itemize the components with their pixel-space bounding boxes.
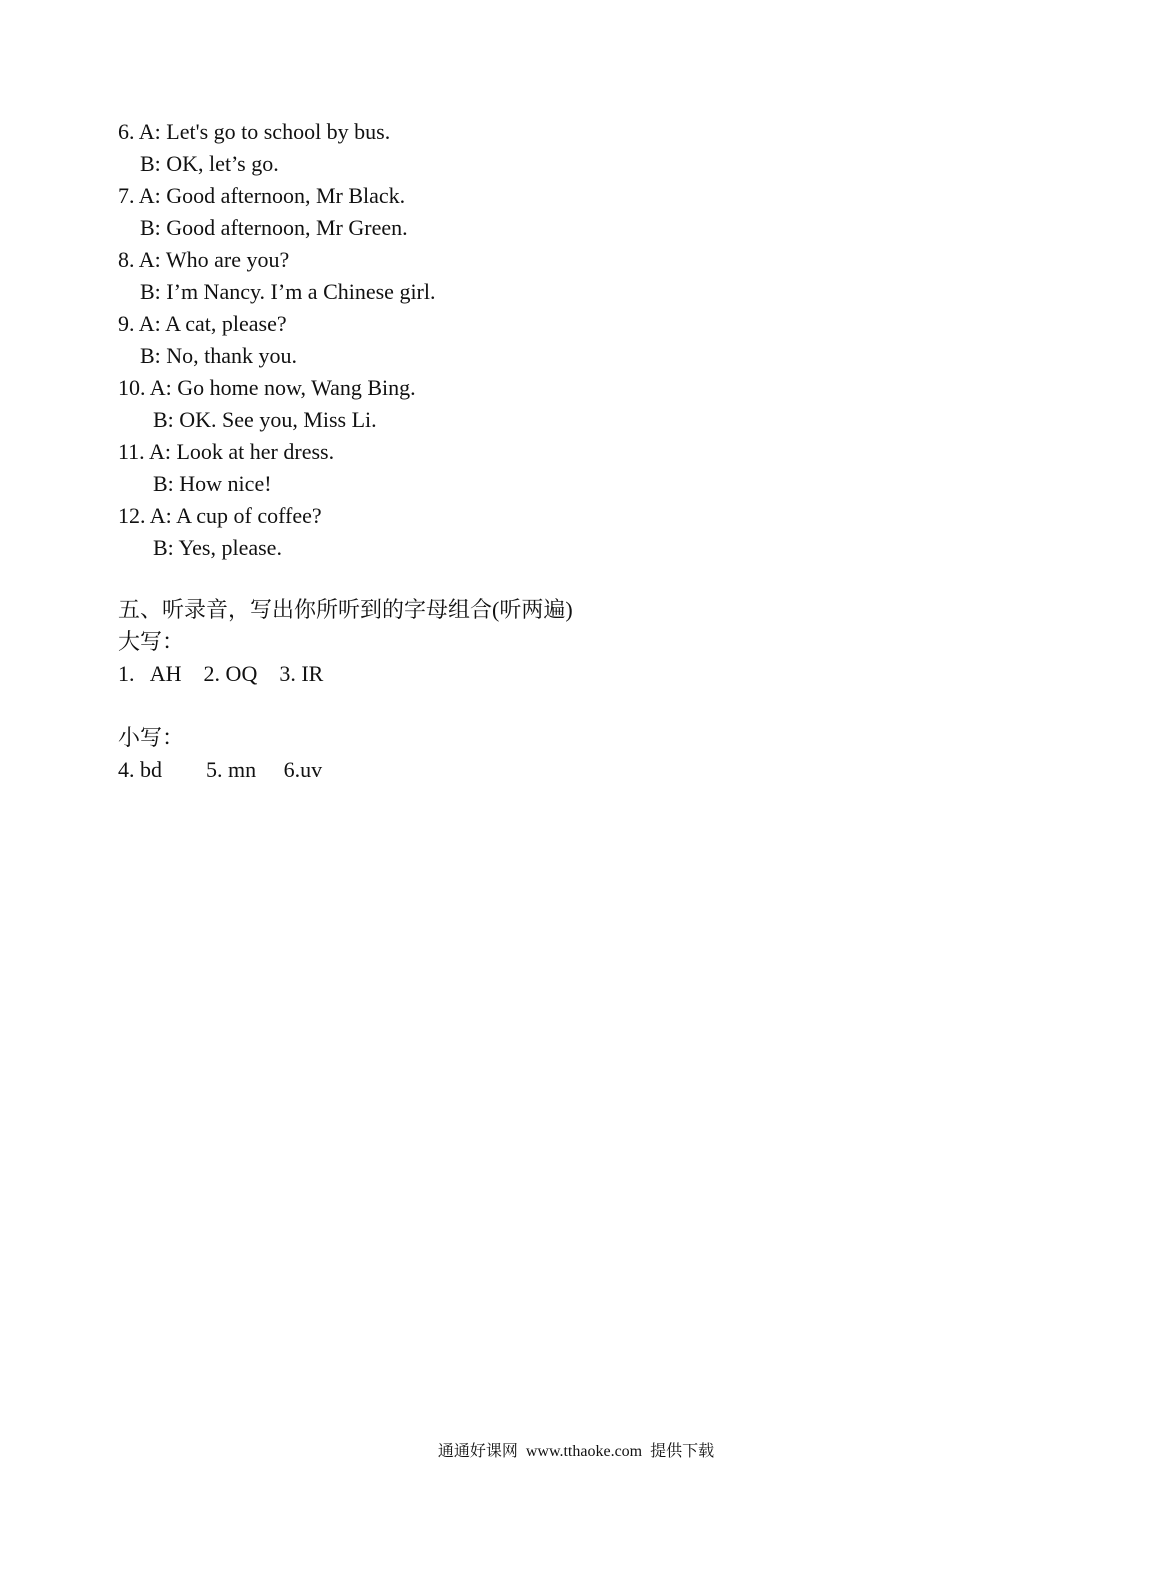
dialogue-6-a: 6. A: Let's go to school by bus. <box>118 119 391 144</box>
dialogue-9-b: B: No, thank you. <box>140 343 298 368</box>
page-footer: 通通好课网 www.tthaoke.com 提供下载 <box>437 1443 715 1460</box>
dialogue-6-b: B: OK, let’s go. <box>140 151 279 176</box>
uppercase-answers: 1. AH 2. OQ 3. IR <box>118 661 324 686</box>
section-5-title: 五、听录音，写出你所听到的字母组合(听两遍) <box>118 597 573 622</box>
lowercase-label: 小写： <box>118 725 185 750</box>
dialogue-12-a: 12. A: A cup of coffee? <box>118 503 322 528</box>
dialogue-11-b: B: How nice! <box>153 471 272 496</box>
lowercase-gap <box>118 690 1018 722</box>
dialogue-12-b: B: Yes, please. <box>153 535 282 560</box>
dialogue-10-b: B: OK. See you, Miss Li. <box>153 407 377 432</box>
dialogue-7-b: B: Good afternoon, Mr Green. <box>140 215 408 240</box>
answer-content <box>118 116 1018 786</box>
lowercase-answers: 4. bd 5. mn 6.uv <box>118 757 323 782</box>
uppercase-label: 大写： <box>118 629 185 654</box>
dialogue-8-a: 8. A: Who are you? <box>118 247 290 272</box>
dialogue-11-a: 11. A: Look at her dress. <box>118 439 335 464</box>
dialogue-10-a: 10. A: Go home now, Wang Bing. <box>118 375 416 400</box>
section-gap <box>118 564 1018 594</box>
dialogue-8-b: B: I’m Nancy. I’m a Chinese girl. <box>140 279 436 304</box>
dialogue-7-a: 7. A: Good afternoon, Mr Black. <box>118 183 406 208</box>
dialogue-9-a: 9. A: A cat, please? <box>118 311 287 336</box>
